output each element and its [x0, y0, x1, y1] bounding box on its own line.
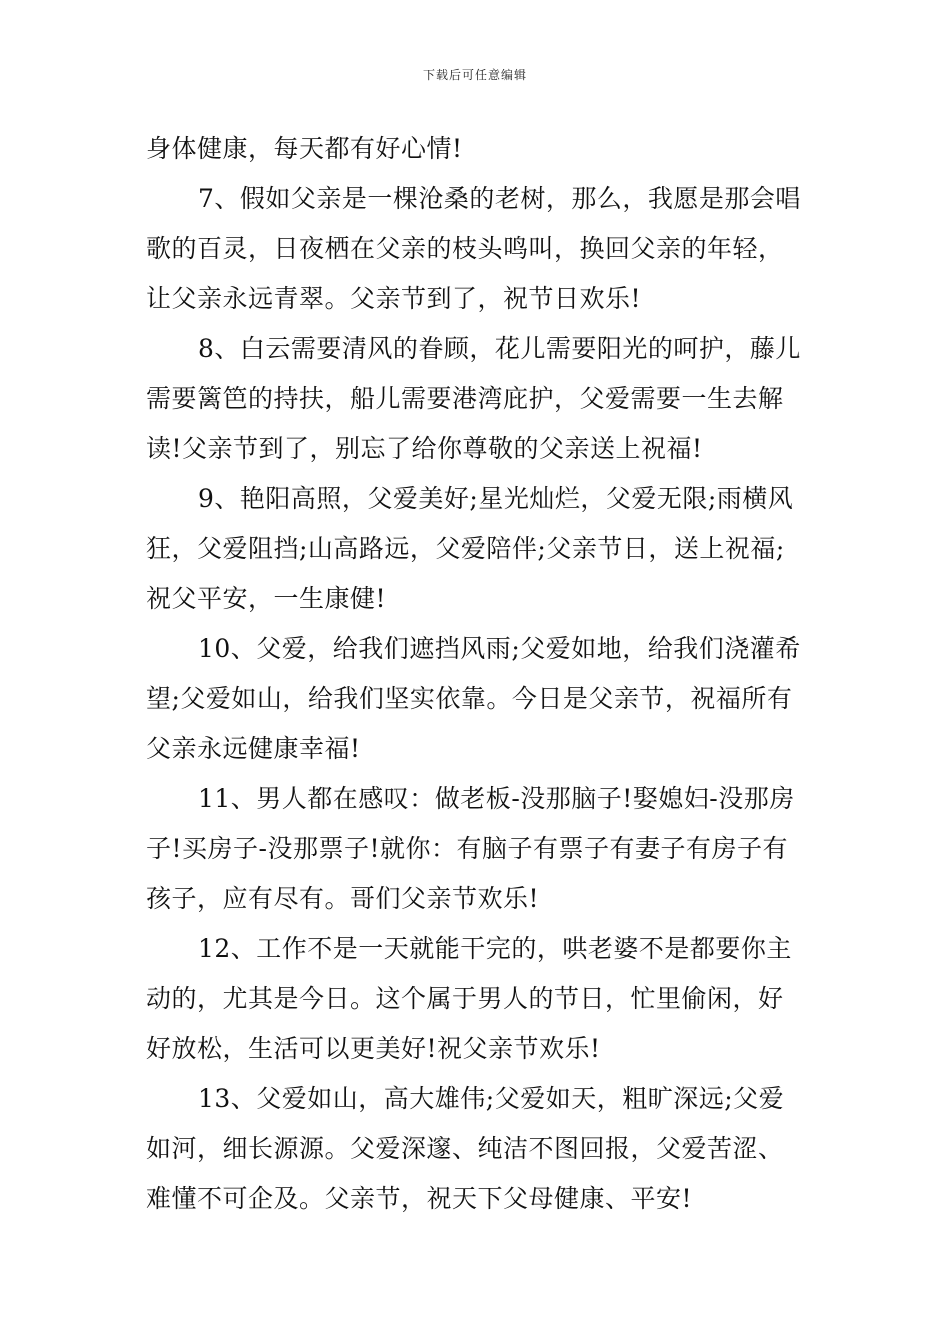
- text-line: 身体健康，每天都有好心情!: [146, 134, 463, 163]
- text-line: 难懂不可企及。父亲节，祝天下父母健康、平安!: [146, 1184, 693, 1213]
- text-line: 狂，父爱阻挡;山高路远，父爱陪伴;父亲节日，送上祝福;: [146, 534, 785, 563]
- text-line: 8、白云需要清风的眷顾，花儿需要阳光的呵护，藤儿: [198, 334, 801, 363]
- text-line: 11、男人都在感叹：做老板-没那脑子!娶媳妇-没那房: [198, 784, 795, 813]
- text-line: 9、艳阳高照，父爱美好;星光灿烂，父爱无限;雨横风: [198, 484, 794, 513]
- paragraph-item-10: [146, 624, 810, 774]
- text-line: 动的，尤其是今日。这个属于男人的节日，忙里偷闲，好: [146, 984, 784, 1013]
- document-body: [146, 124, 810, 1224]
- text-line: 10、父爱，给我们遮挡风雨;父爱如地，给我们浇灌希: [198, 634, 801, 663]
- paragraph-item-9: [146, 474, 810, 624]
- text-line: 让父亲永远青翠。父亲节到了，祝节日欢乐!: [146, 284, 642, 313]
- text-line: 12、工作不是一天就能干完的，哄老婆不是都要你主: [198, 934, 792, 963]
- text-line: 歌的百灵，日夜栖在父亲的枝头鸣叫，换回父亲的年轻，: [146, 234, 784, 263]
- text-line: 读!父亲节到了，别忘了给你尊敬的父亲送上祝福!: [146, 434, 703, 463]
- text-line: 13、父爱如山，高大雄伟;父爱如天，粗旷深远;父爱: [198, 1084, 785, 1113]
- text-line: 孩子，应有尽有。哥们父亲节欢乐!: [146, 884, 540, 913]
- paragraph-item-8: [146, 324, 810, 474]
- paragraph-item-13: [146, 1074, 810, 1224]
- page-header-note: 下载后可任意编辑: [422, 68, 527, 82]
- text-line: 子!买房子-没那票子!就你：有脑子有票子有妻子有房子有: [146, 834, 789, 863]
- paragraph-item-12: [146, 924, 810, 1074]
- text-line: 父亲永远健康幸福!: [146, 734, 361, 763]
- text-line: 如河，细长源源。父爱深邃、纯洁不图回报，父爱苦涩、: [146, 1134, 784, 1163]
- paragraph-item-11: [146, 774, 810, 924]
- text-line: 祝父平安，一生康健!: [146, 584, 387, 613]
- text-line: 需要篱笆的持扶，船儿需要港湾庇护，父爱需要一生去解: [146, 384, 784, 413]
- paragraph-continuation: [146, 124, 810, 174]
- paragraph-item-7: [146, 174, 810, 324]
- text-line: 望;父爱如山，给我们坚实依靠。今日是父亲节，祝福所有: [146, 684, 793, 713]
- text-line: 好放松，生活可以更美好!祝父亲节欢乐!: [146, 1034, 601, 1063]
- text-line: 7、假如父亲是一棵沧桑的老树，那么，我愿是那会唱: [198, 184, 801, 213]
